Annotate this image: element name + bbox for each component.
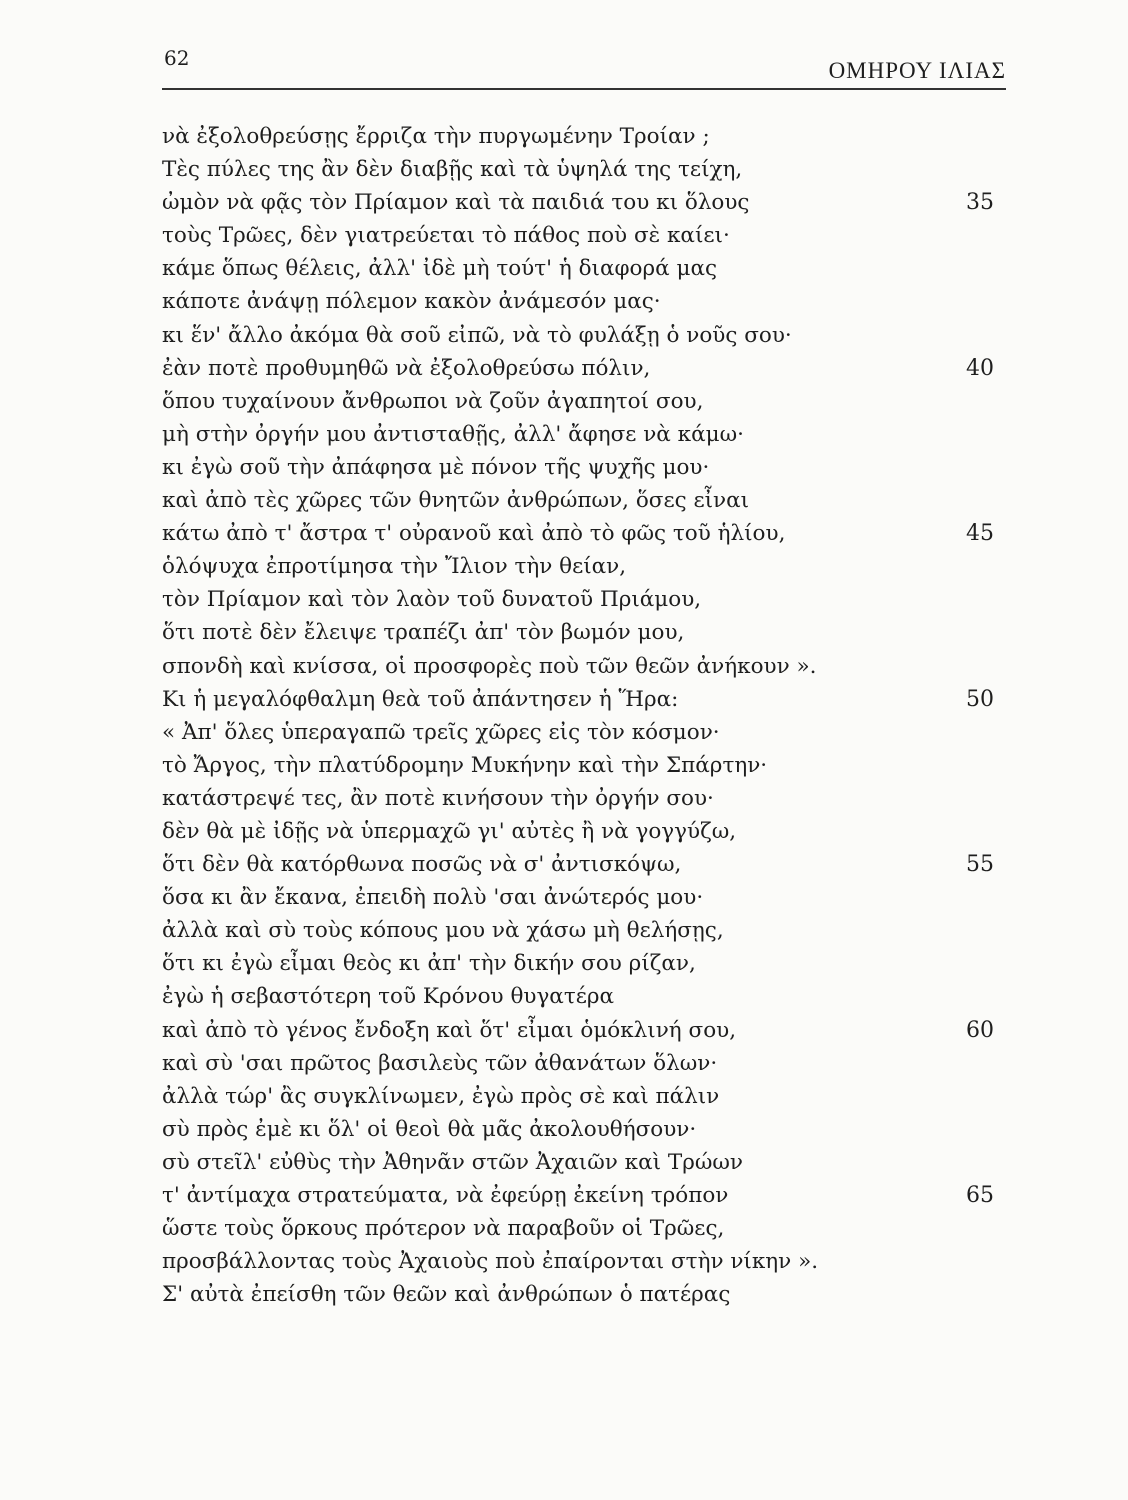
verse-line — [162, 1179, 994, 1212]
verse-text: καὶ ἀπὸ τὸ γένος ἔνδοξη καὶ ὅτ' εἶμαι ὁμόκλινή σου, — [162, 1017, 737, 1043]
verse-line — [162, 583, 994, 616]
page-number: 62 — [164, 46, 190, 70]
verse-block — [162, 120, 994, 1311]
verse-text: κι ἕν' ἄλλο ἀκόμα θὰ σοῦ εἰπῶ, νὰ τὸ φυλάξῃ ὁ νοῦς σου· — [162, 322, 792, 348]
verse-line — [162, 1212, 994, 1245]
verse-text: ἀλλὰ τώρ' ἂς συγκλίνωμεν, ἐγὼ πρὸς σὲ καὶ πάλιν — [162, 1083, 720, 1109]
verse-line — [162, 1113, 994, 1146]
verse-line — [162, 1047, 994, 1080]
line-number: 55 — [966, 852, 994, 878]
verse-text: Τὲς πύλες της ἂν δὲν διαβῇς καὶ τὰ ὑψηλά της τείχη, — [162, 157, 743, 183]
verse-text: σὺ στεῖλ' εὐθὺς τὴν Ἀθηνᾶν στῶν Ἀχαιῶν καὶ Τρώων — [162, 1149, 743, 1175]
line-number: 35 — [966, 190, 994, 216]
running-title: ΟΜΗΡΟΥ ΙΛΙΑΣ — [828, 58, 1006, 83]
verse-text: ὅτι κι ἐγὼ εἶμαι θεὸς κι ἀπ' τὴν δικήν σου ρίζαν, — [162, 951, 696, 977]
verse-text: ἐὰν ποτὲ προθυμηθῶ νὰ ἐξολοθρεύσω πόλιν, — [162, 355, 651, 381]
verse-line — [162, 550, 994, 583]
verse-line — [162, 319, 994, 352]
verse-text: τ' ἀντίμαχα στρατεύματα, νὰ ἐφεύρῃ ἐκείνη τρόπον — [162, 1183, 729, 1208]
verse-line — [162, 517, 994, 550]
verse-line — [162, 1245, 994, 1278]
verse-text: νὰ ἐξολοθρεύσῃς ἔρριζα τὴν πυργωμένην Τροίαν ; — [162, 124, 710, 149]
verse-text: τὸν Πρίαμον καὶ τὸν λαὸν τοῦ δυνατοῦ Πριάμου, — [162, 587, 702, 613]
verse-text: κάποτε ἀνάψῃ πόλεμον κακὸν ἀνάμεσόν μας· — [162, 289, 661, 315]
verse-text: ὅτι ποτὲ δὲν ἔλειψε τραπέζι ἀπ' τὸν βωμόν μου, — [162, 620, 685, 646]
verse-line — [162, 914, 994, 947]
verse-line — [162, 186, 994, 219]
line-number: 60 — [966, 1017, 994, 1043]
verse-line — [162, 683, 994, 716]
verse-line — [162, 219, 994, 252]
verse-line — [162, 815, 994, 848]
verse-line — [162, 749, 994, 782]
verse-text: προσβάλλοντας τοὺς Ἀχαιοὺς ποὺ ἐπαίρονται στὴν νίκην ». — [162, 1249, 819, 1275]
verse-text: ὁλόψυχα ἐπροτίμησα τὴν Ἴλιον τὴν θείαν, — [162, 554, 627, 580]
verse-text: κάτω ἀπὸ τ' ἄστρα τ' οὐρανοῦ καὶ ἀπὸ τὸ φῶς τοῦ ἡλίου, — [162, 521, 786, 547]
verse-text: ἀλλὰ καὶ σὺ τοὺς κόπους μου νὰ χάσω μὴ θελήσῃς, — [162, 918, 724, 944]
line-number: 65 — [966, 1183, 994, 1208]
verse-text: κι ἐγὼ σοῦ τὴν ἀπάφησα μὲ πόνον τῆς ψυχῆς μου· — [162, 454, 710, 480]
verse-text: Κι ἡ μεγαλόφθαλμη θεὰ τοῦ ἀπάντησεν ἡ Ἥρα: — [162, 686, 679, 712]
verse-line — [162, 120, 994, 153]
verse-line — [162, 1278, 994, 1311]
verse-text: ὅσα κι ἂν ἔκανα, ἐπειδὴ πολὺ 'σαι ἀνώτερός μου· — [162, 885, 704, 911]
verse-line — [162, 1146, 994, 1179]
verse-text: μὴ στὴν ὀργήν μου ἀντισταθῇς, ἀλλ' ἄφησε νὰ κάμω· — [162, 421, 744, 447]
verse-line — [162, 782, 994, 815]
verse-line — [162, 153, 994, 186]
verse-line — [162, 881, 994, 914]
verse-text: κατάστρεψέ τες, ἂν ποτὲ κινήσουν τὴν ὀργήν σου· — [162, 785, 714, 811]
verse-text: δὲν θὰ μὲ ἰδῇς νὰ ὑπερμαχῶ γι' αὐτὲς ἢ νὰ γογγύζω, — [162, 818, 737, 844]
verse-text: « Ἀπ' ὅλες ὑπεραγαπῶ τρεῖς χῶρες εἰς τὸν κόσμον· — [162, 719, 720, 745]
verse-text: Σ' αὐτὰ ἐπείσθη τῶν θεῶν καὶ ἀνθρώπων ὁ πατέρας — [162, 1282, 731, 1308]
verse-line — [162, 848, 994, 881]
verse-text: ὅπου τυχαίνουν ἄνθρωποι νὰ ζοῦν ἀγαπητοί σου, — [162, 388, 704, 414]
verse-text: σπονδὴ καὶ κνίσσα, οἱ προσφορὲς ποὺ τῶν θεῶν ἀνήκουν ». — [162, 653, 817, 679]
verse-text: καὶ σὺ 'σαι πρῶτος βασιλεὺς τῶν ἀθανάτων ὅλων· — [162, 1050, 718, 1076]
line-number: 45 — [966, 521, 994, 547]
verse-line — [162, 980, 994, 1013]
verse-text: ὥστε τοὺς ὅρκους πρότερον νὰ παραβοῦν οἱ Τρῶες, — [162, 1216, 725, 1242]
verse-text: ὅτι δὲν θὰ κατόρθωνα ποσῶς νὰ σ' ἀντισκόψω, — [162, 852, 682, 878]
verse-line — [162, 716, 994, 749]
verse-line — [162, 616, 994, 649]
line-number: 50 — [966, 686, 994, 712]
verse-text: τοὺς Τρῶες, δὲν γιατρεύεται τὸ πάθος ποὺ σὲ καίει· — [162, 223, 730, 249]
verse-line — [162, 947, 994, 980]
verse-line — [162, 451, 994, 484]
verse-text: σὺ πρὸς ἐμὲ κι ὅλ' οἱ θεοὶ θὰ μᾶς ἀκολουθήσουν· — [162, 1116, 697, 1142]
header-rule — [162, 88, 1006, 90]
verse-line — [162, 252, 994, 285]
verse-text: κάμε ὅπως θέλεις, ἀλλ' ἰδὲ μὴ τούτ' ἡ διαφορά μας — [162, 256, 718, 282]
verse-line — [162, 418, 994, 451]
verse-text: τὸ Ἄργος, τὴν πλατύδρομην Μυκήνην καὶ τὴν Σπάρτην· — [162, 752, 768, 778]
verse-line — [162, 385, 994, 418]
verse-line — [162, 1080, 994, 1113]
verse-line — [162, 650, 994, 683]
verse-text: ὠμὸν νὰ φᾷς τὸν Πρίαμον καὶ τὰ παιδιά του κι ὅλους — [162, 190, 750, 216]
verse-line — [162, 1014, 994, 1047]
verse-line — [162, 285, 994, 318]
verse-line — [162, 484, 994, 517]
verse-text: καὶ ἀπὸ τὲς χῶρες τῶν θνητῶν ἀνθρώπων, ὅσες εἶναι — [162, 488, 750, 514]
verse-text: ἐγὼ ἡ σεβαστότερη τοῦ Κρόνου θυγατέρα — [162, 984, 615, 1010]
line-number: 40 — [966, 355, 994, 381]
verse-line — [162, 352, 994, 385]
